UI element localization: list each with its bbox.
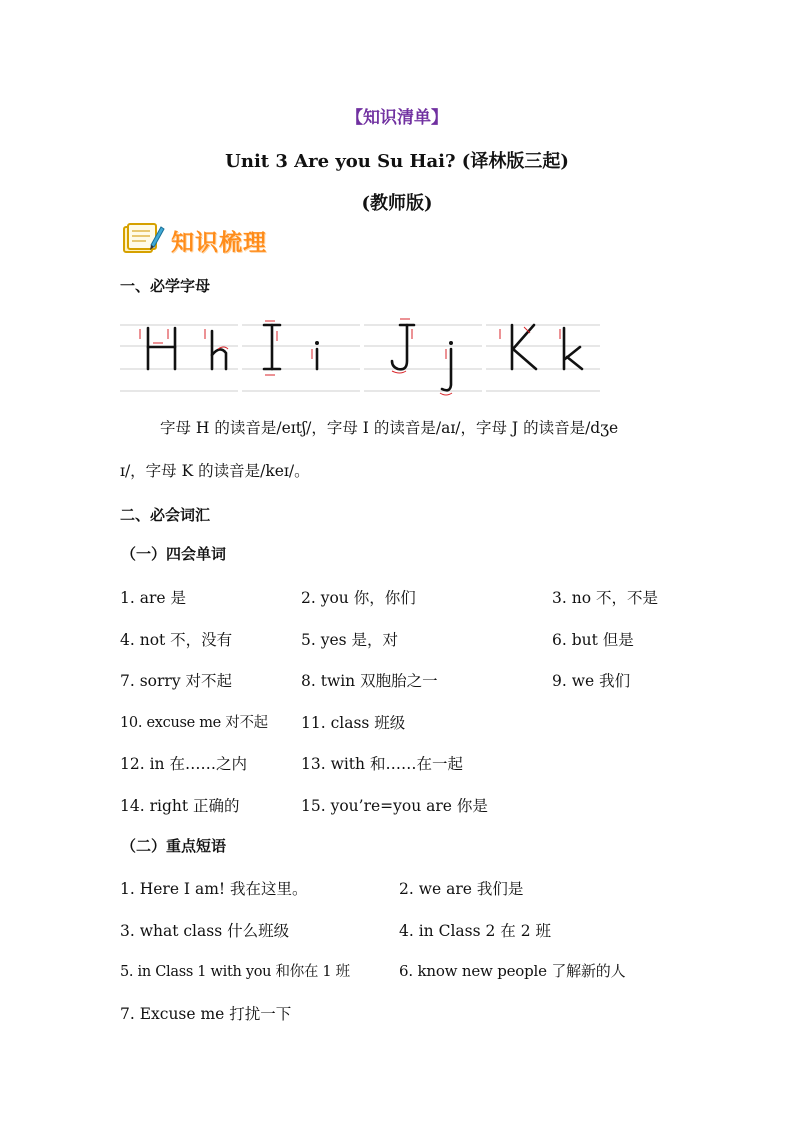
word-item: 3. no 不，不是 <box>552 589 658 607</box>
phrase-item: 2. we are 我们是 <box>399 880 524 898</box>
pronunciation-line-2: ɪ/，字母 K 的读音是/keɪ/。 <box>120 462 310 480</box>
word-item: 6. but 但是 <box>552 631 634 649</box>
doc-edition: (教师版) <box>361 193 433 214</box>
subheading-words: （一）四会单词 <box>121 545 227 563</box>
word-item: 5. yes 是，对 <box>301 631 399 649</box>
subheading-phrases: （二）重点短语 <box>121 837 227 855</box>
phrase-item: 7. Excuse me 打扰一下 <box>120 1005 292 1023</box>
phrase-item: 4. in Class 2 在 2 班 <box>399 922 551 940</box>
word-item: 14. right 正确的 <box>120 797 240 815</box>
notebook-pencil-icon <box>121 221 165 259</box>
doc-label: 【知识清单】 <box>346 108 448 128</box>
banner-title: 知识梳理 <box>171 229 267 256</box>
phrase-item: 1. Here I am! 我在这里。 <box>120 880 308 898</box>
pronunciation-line-1: 字母 H 的读音是/eɪtʃ/，字母 I 的读音是/aɪ/，字母 J 的读音是/dʒe <box>160 419 619 437</box>
word-item: 15. you’re=you are 你是 <box>301 797 488 815</box>
word-item: 12. in 在……之内 <box>120 755 247 773</box>
word-item: 4. not 不，没有 <box>120 631 233 649</box>
pronunciation-paragraph <box>120 407 680 493</box>
phrase-item: 3. what class 什么班级 <box>120 922 290 940</box>
doc-title: Unit 3 Are you Su Hai? (译林版三起) <box>225 151 569 172</box>
word-item: 8. twin 双胞胎之一 <box>301 672 438 690</box>
word-item: 10. excuse me 对不起 <box>120 715 268 731</box>
section-heading-letters: 一、必学字母 <box>120 277 211 295</box>
letter-writing-chart <box>120 313 600 401</box>
word-item: 7. sorry 对不起 <box>120 672 233 690</box>
section-heading-vocabulary: 二、必会词汇 <box>120 506 211 524</box>
section-banner <box>121 222 267 258</box>
word-item: 2. you 你，你们 <box>301 589 416 607</box>
phrase-item: 6. know new people 了解新的人 <box>399 962 626 980</box>
word-item: 13. with 和……在一起 <box>301 755 463 773</box>
word-item: 11. class 班级 <box>301 714 406 732</box>
word-item: 1. are 是 <box>120 589 186 607</box>
phrase-item: 5. in Class 1 with you 和你在 1 班 <box>120 964 350 980</box>
word-item: 9. we 我们 <box>552 672 631 690</box>
